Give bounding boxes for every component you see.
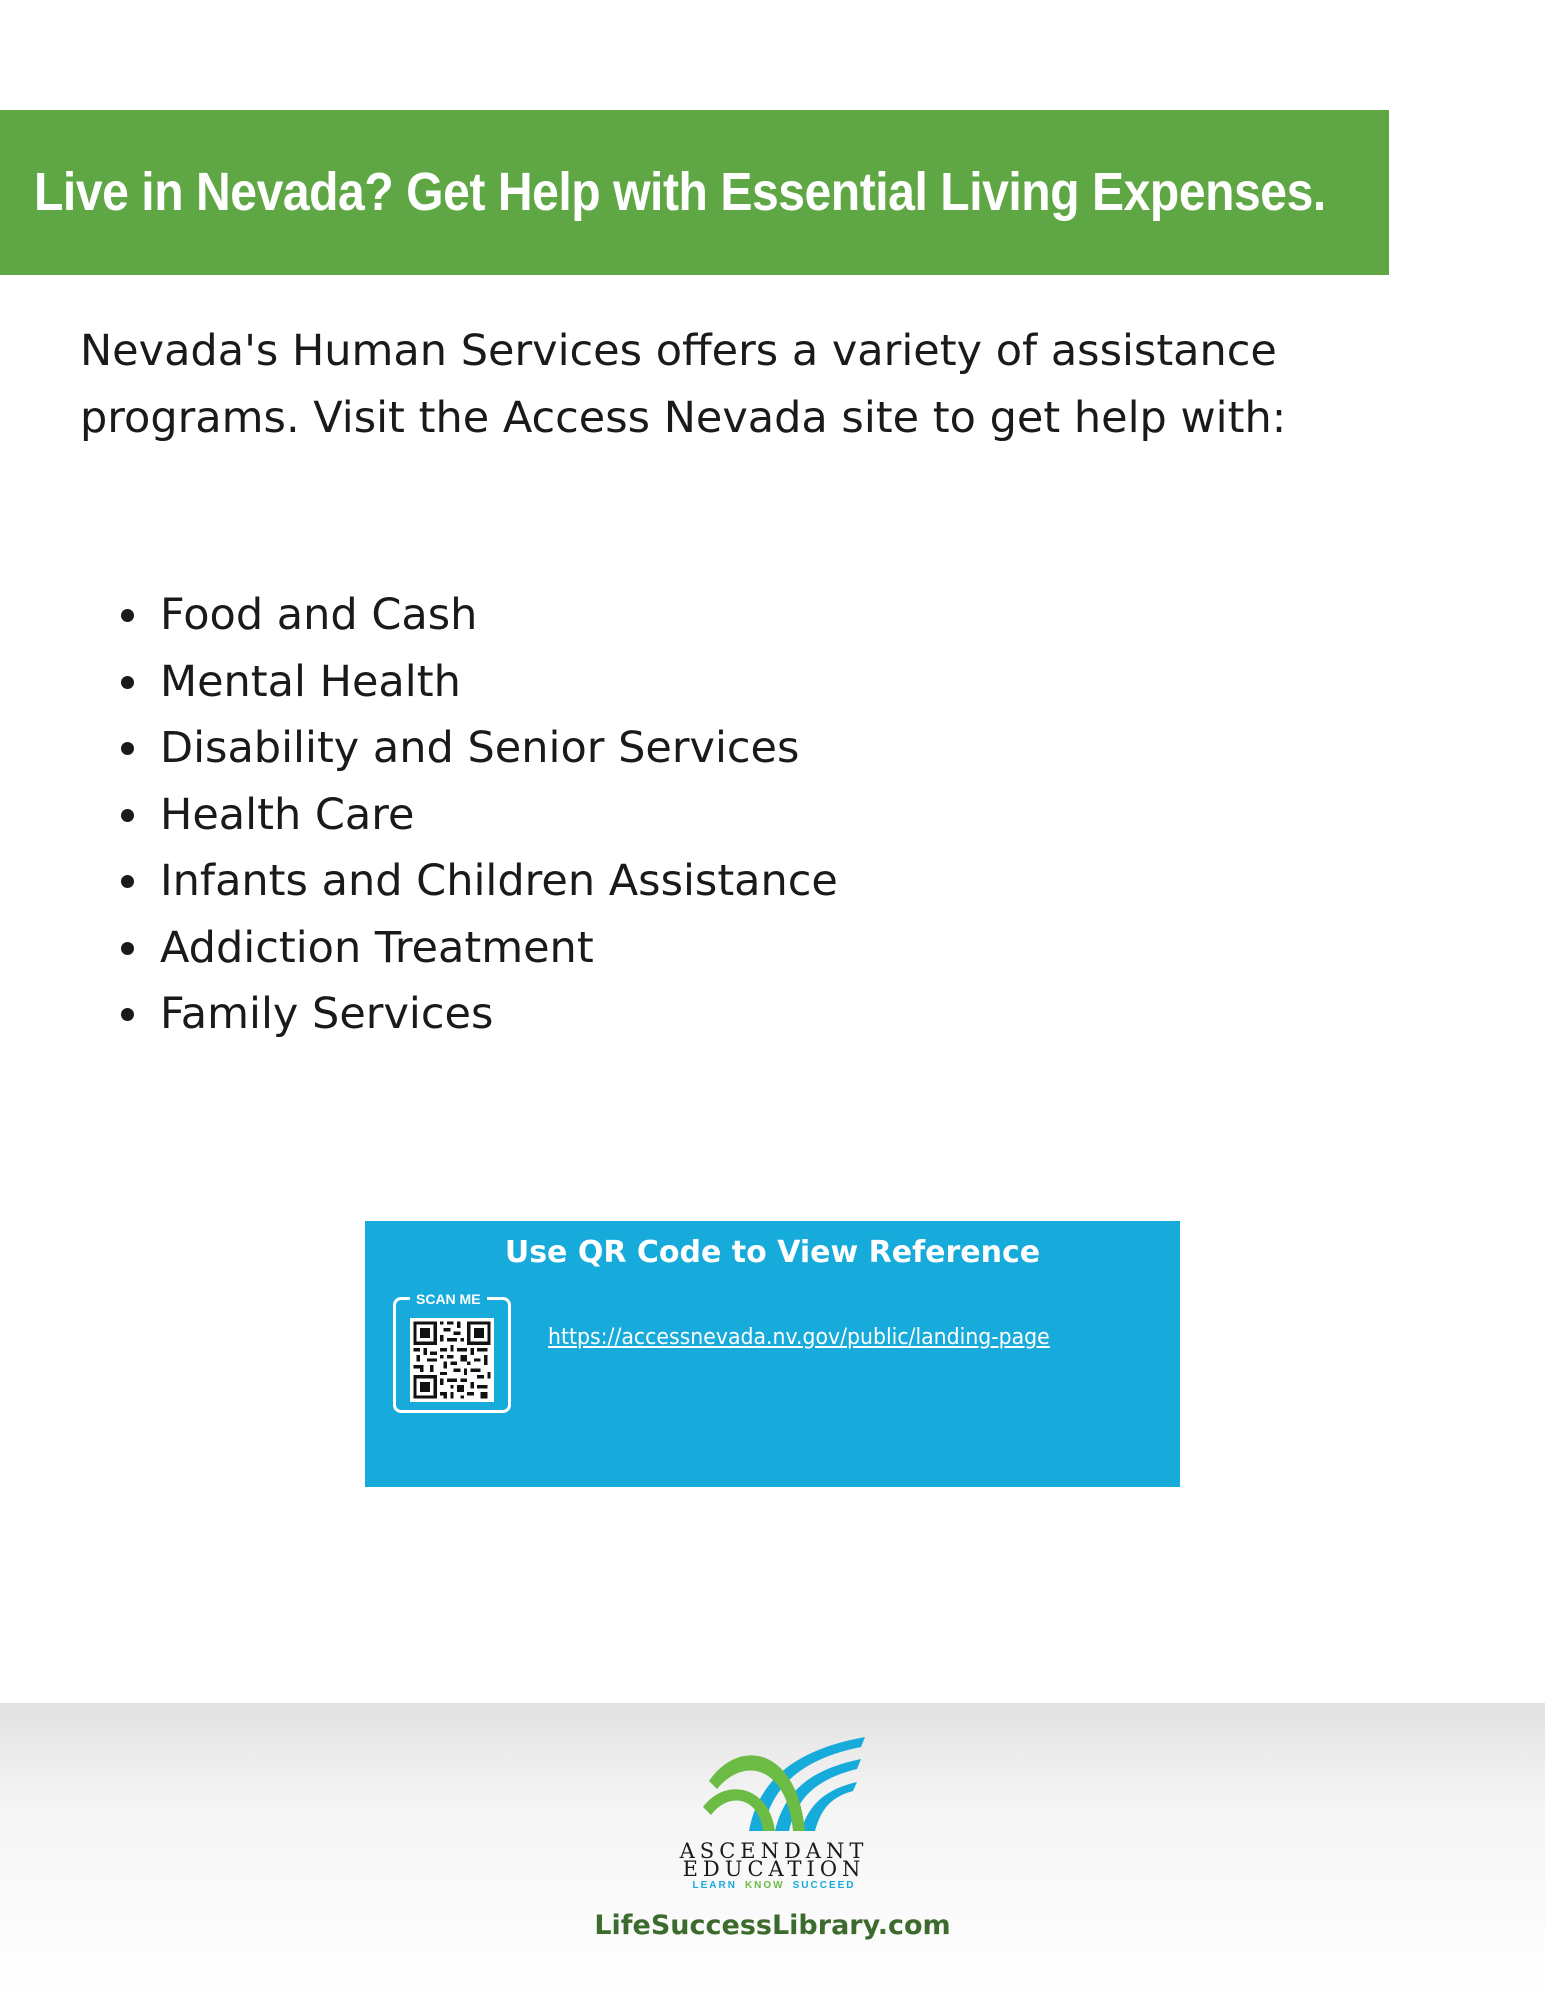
bullet-dot-icon xyxy=(121,742,134,755)
site-url[interactable]: LifeSuccessLibrary.com xyxy=(594,1910,951,1941)
bullet-dot-icon xyxy=(121,875,134,888)
logo-word-ascendant: ASCENDANT xyxy=(679,1839,869,1863)
reference-link[interactable]: https://accessnevada.nv.gov/public/landing-page xyxy=(548,1325,1050,1350)
logo-word-education: EDUCATION xyxy=(682,1857,866,1881)
list-item xyxy=(80,649,838,716)
ascendant-education-logo xyxy=(679,1727,869,1892)
logo-tagline xyxy=(679,1880,869,1891)
list-item-label: Health Care xyxy=(160,789,415,840)
reference-box xyxy=(365,1221,1180,1487)
page-title: Live in Nevada? Get Help with Essential Living Expenses. xyxy=(34,162,1326,222)
bullet-dot-icon xyxy=(121,942,134,955)
bullet-dot-icon xyxy=(121,809,134,822)
reference-title: Use QR Code to View Reference xyxy=(504,1235,1041,1270)
tagline-learn: LEARN xyxy=(692,1880,737,1891)
list-item xyxy=(80,981,838,1048)
list-item xyxy=(80,848,838,915)
list-item xyxy=(80,782,838,849)
list-item xyxy=(80,915,838,982)
scan-me-label: SCAN ME xyxy=(410,1290,487,1308)
bullet-dot-icon xyxy=(121,1008,134,1021)
program-list xyxy=(80,582,838,1048)
qr-code-icon[interactable] xyxy=(410,1318,494,1402)
bullet-dot-icon xyxy=(121,609,134,622)
list-item-label: Food and Cash xyxy=(160,590,478,640)
tagline-know: KNOW xyxy=(744,1880,785,1891)
list-item xyxy=(80,715,838,782)
tagline-succeed: SUCCEED xyxy=(792,1880,856,1891)
list-item-label: Infants and Children Assistance xyxy=(160,856,838,906)
header-banner xyxy=(0,110,1389,275)
list-item-label: Addiction Treatment xyxy=(160,922,594,973)
logo-arcs-icon xyxy=(679,1727,869,1839)
list-item-label: Disability and Senior Services xyxy=(160,723,800,773)
list-item-label: Family Services xyxy=(160,989,494,1039)
list-item-label: Mental Health xyxy=(160,656,461,707)
list-item xyxy=(80,582,838,649)
intro-paragraph: Nevada's Human Services offers a variety of assistance programs. Visit the Access Nevada site to get help with: xyxy=(80,326,1287,443)
bullet-dot-icon xyxy=(121,676,134,689)
qr-frame xyxy=(393,1291,511,1413)
